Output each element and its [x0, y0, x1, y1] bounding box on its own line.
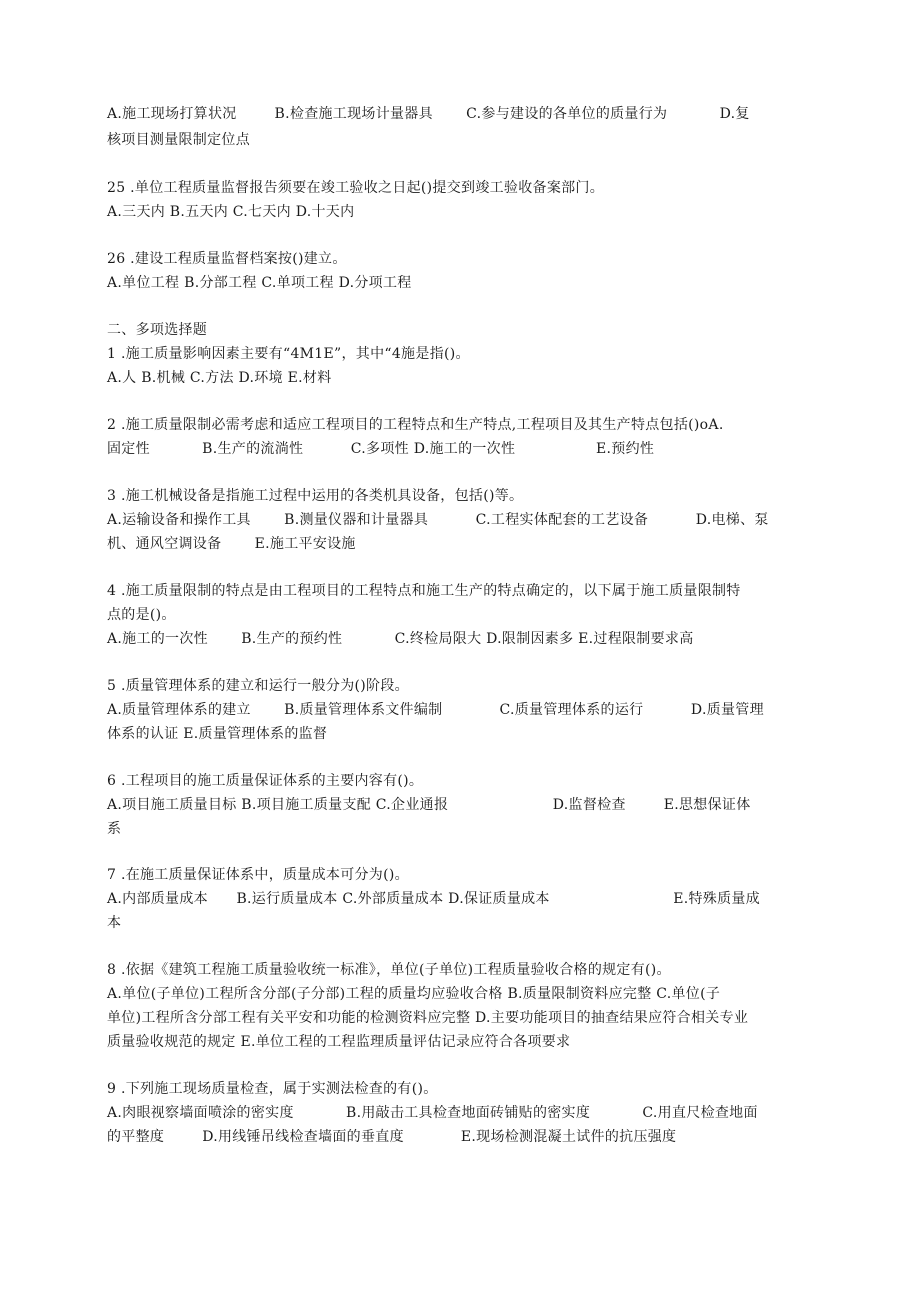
question-25-stem: 25 .单位工程质量监督报告须要在竣工验收之日起()提交到竣工验收备案部门。	[107, 180, 605, 196]
question-3-options: A.运输设备和操作工具 B.测量仪器和计量器具 C.工程实体配套的工艺设备 D.电梯、泵	[107, 512, 769, 528]
question-26-options: A.单位工程 B.分部工程 C.单项工程 D.分项工程	[107, 275, 412, 291]
question-8-stem: 8 .依据《建筑工程施工质量验收统一标准》，单位(子单位)工程质量验收合格的规定有()。	[107, 962, 671, 978]
question-9-options-cont: 的平整度 D.用线锤吊线检查墙面的垂直度 E.现场检测混凝土试件的抗压强度	[107, 1129, 677, 1145]
section-heading: 二、多项选择题	[107, 322, 208, 338]
question-7-options: A.内部质量成本 B.运行质量成本 C.外部质量成本 D.保证质量成本 E.特殊质量成	[107, 891, 761, 907]
question-9-options: A.肉眼视察墙面喷涂的密实度 B.用敲击工具检查地面砖铺贴的密实度 C.用直尺检查地面	[107, 1105, 758, 1121]
text-line: 核项目测量限制定位点	[107, 132, 250, 148]
question-26-stem: 26 .建设工程质量监督档案按()建立。	[107, 251, 347, 267]
question-5-options-cont: 体系的认证 E.质量管理体系的监督	[107, 726, 328, 742]
question-5-stem: 5 .质量管理体系的建立和运行一般分为()阶段。	[107, 678, 409, 694]
question-1-stem: 1 .施工质量影响因素主要有“4M1E”，其中“4施是指()。	[107, 346, 470, 362]
question-7-options-cont: 本	[107, 915, 122, 931]
question-8-options: A.单位(子单位)工程所含分部(子分部)工程的质量均应验收合格 B.质量限制资料应完整 C.单位(子	[107, 986, 721, 1002]
text-line: A.施工现场打算状况 B.检查施工现场计量器具 C.参与建设的各单位的质量行为 D.复	[107, 106, 750, 122]
question-25-options: A.三天内 B.五天内 C.七天内 D.十天内	[107, 204, 355, 220]
question-2-stem: 2 .施工质量限制必需考虑和适应工程项目的工程特点和生产特点,工程项目及其生产特点包括()oA.	[107, 417, 724, 433]
question-8-options-cont: 单位)工程所含分部工程有关平安和功能的检测资料应完整 D.主要功能项目的抽查结果应符合相关专业	[107, 1010, 749, 1026]
question-6-stem: 6 .工程项目的施工质量保证体系的主要内容有()。	[107, 773, 424, 789]
question-4-stem: 4 .施工质量限制的特点是由工程项目的工程特点和施工生产的特点确定的，以下属于施工质量限制特	[107, 583, 741, 599]
question-7-stem: 7 .在施工质量保证体系中，质量成本可分为()。	[107, 867, 409, 883]
question-9-stem: 9 .下列施工现场质量检查，属于实测法检查的有()。	[107, 1081, 438, 1097]
question-3-options-cont: 机、通风空调设备 E.施工平安设施	[107, 536, 356, 552]
question-4-options: A.施工的一次性 B.生产的预约性 C.终检局限大 D.限制因素多 E.过程限制要求高	[107, 631, 694, 647]
question-6-options-cont: 系	[107, 821, 122, 837]
question-5-options: A.质量管理体系的建立 B.质量管理体系文件编制 C.质量管理体系的运行 D.质量管理	[107, 702, 764, 718]
question-8-options-cont: 质量验收规范的规定 E.单位工程的工程监理质量评估记录应符合各项要求	[107, 1034, 571, 1050]
question-3-stem: 3 .施工机械设备是指施工过程中运用的各类机具设备，包括()等。	[107, 488, 524, 504]
question-2-options: 固定性 B.生产的流淌性 C.多项性 D.施工的一次性 E.预约性	[107, 441, 655, 457]
question-1-options: A.人 B.机械 C.方法 D.环境 E.材料	[107, 370, 332, 386]
question-4-stem-cont: 点的是()。	[107, 607, 176, 623]
question-6-options: A.项目施工质量目标 B.项目施工质量支配 C.企业通报 D.监督检查 E.思想保证体	[107, 797, 751, 813]
